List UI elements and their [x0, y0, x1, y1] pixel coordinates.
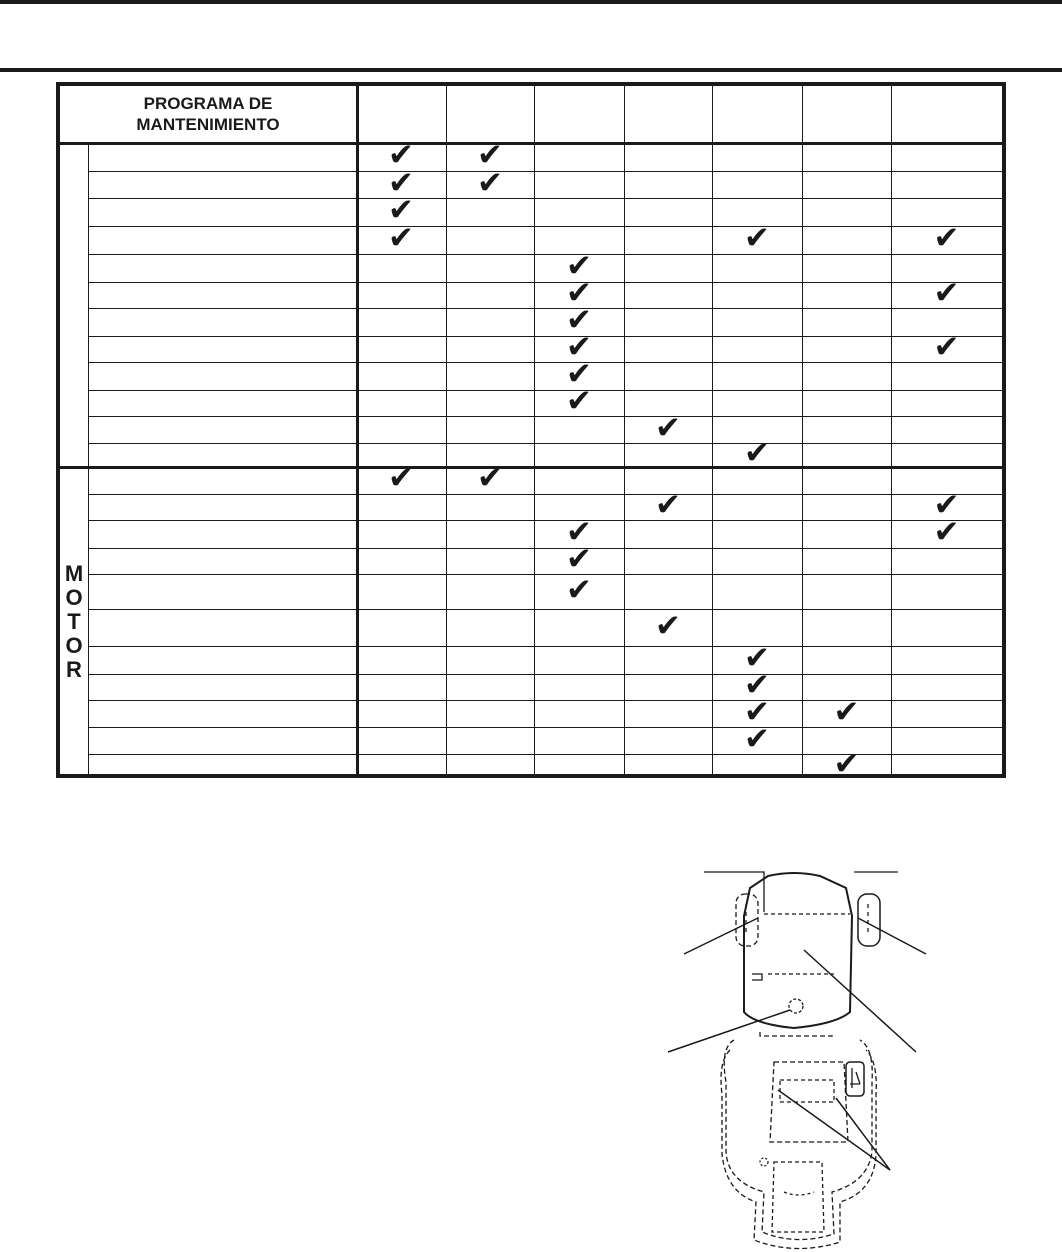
- interval-column-divider: [624, 86, 625, 778]
- check-mark: ✔: [566, 302, 592, 338]
- row-divider: [88, 336, 1002, 337]
- seat-cushion: [780, 1080, 834, 1102]
- callout-line-front-right: [858, 918, 926, 954]
- check-mark: ✔: [477, 164, 503, 201]
- check-mark: ✔: [566, 248, 592, 284]
- callout-line-seat-a: [778, 1090, 890, 1170]
- check-mark: ✔: [833, 746, 860, 782]
- top-rule: [0, 0, 1062, 4]
- check-mark: ✔: [744, 640, 770, 676]
- check-mark: ✔: [566, 275, 592, 311]
- check-mark: ✔: [388, 220, 414, 256]
- row-divider: [88, 520, 1002, 521]
- row-divider: [88, 548, 1002, 549]
- interval-column-divider: [712, 86, 713, 778]
- check-mark: ✔: [933, 329, 960, 365]
- check-mark: ✔: [744, 667, 770, 703]
- check-mark: ✔: [933, 220, 960, 256]
- rear-curve: [784, 1192, 814, 1195]
- hood: [744, 873, 852, 1028]
- check-mark: ✔: [566, 356, 592, 392]
- group-column-divider: [88, 142, 89, 778]
- row-divider: [88, 390, 1002, 391]
- hood-leader-left: [704, 872, 764, 912]
- row-divider: [88, 198, 1002, 199]
- hood-notch: [752, 974, 762, 980]
- body-outline: [724, 1032, 872, 1240]
- check-mark: ✔: [933, 487, 960, 523]
- row-divider: [88, 574, 1002, 575]
- schedule-title: PROGRAMA DE MANTENIMIENTO: [136, 94, 280, 134]
- tractor-diagram: [664, 862, 930, 1252]
- interval-column-divider: [534, 86, 535, 778]
- check-mark: ✔: [388, 192, 414, 228]
- check-mark: ✔: [833, 693, 860, 730]
- group-label-letter: M: [64, 561, 84, 586]
- check-mark: ✔: [744, 693, 770, 730]
- check-mark: ✔: [477, 460, 503, 496]
- callout-line-front-left: [684, 918, 758, 954]
- rear-bolt-icon: [760, 1158, 768, 1166]
- row-divider: [88, 282, 1002, 283]
- callout-line-hood: [804, 950, 916, 1052]
- interval-column-divider: [802, 86, 803, 778]
- row-divider: [88, 674, 1002, 675]
- lever-symbol: [850, 1068, 860, 1088]
- header-rule: [0, 68, 1062, 72]
- rear-section: [772, 1162, 824, 1232]
- check-mark: ✔: [655, 409, 681, 446]
- row-divider: [88, 494, 1002, 495]
- check-mark: ✔: [933, 514, 960, 550]
- row-divider: [88, 609, 1002, 610]
- interval-column-divider: [891, 86, 892, 778]
- row-divider: [88, 308, 1002, 309]
- group-label-letter: T: [67, 609, 81, 634]
- check-mark: ✔: [655, 487, 681, 523]
- check-mark: ✔: [744, 434, 770, 471]
- row-divider: [88, 171, 1002, 172]
- check-mark: ✔: [566, 329, 592, 365]
- callout-line-fuel: [668, 1010, 790, 1052]
- body-outline-outer: [721, 1050, 876, 1249]
- check-mark: ✔: [566, 383, 592, 419]
- row-divider: [88, 226, 1002, 227]
- fuel-cap-icon: [789, 999, 803, 1013]
- group-divider: [60, 466, 1002, 469]
- group-label-letter: R: [66, 657, 82, 682]
- callout-line-seat-b: [836, 1098, 890, 1170]
- lever-icon: [846, 1062, 864, 1096]
- task-column-divider: [356, 86, 359, 778]
- group-label-letter: O: [65, 585, 83, 610]
- header-divider: [60, 142, 1002, 145]
- check-mark: ✔: [933, 275, 960, 311]
- check-mark: ✔: [744, 720, 770, 757]
- check-mark: ✔: [655, 607, 681, 644]
- check-mark: ✔: [744, 220, 770, 256]
- check-mark: ✔: [388, 136, 414, 173]
- check-mark: ✔: [566, 541, 592, 577]
- group-label-letter: O: [65, 633, 83, 658]
- row-divider: [88, 362, 1002, 363]
- check-mark: ✔: [477, 136, 503, 173]
- group-label-motor: [60, 466, 88, 778]
- row-divider: [88, 416, 1002, 417]
- maintenance-schedule-table: [56, 82, 1006, 782]
- check-mark: ✔: [566, 514, 592, 550]
- check-mark: ✔: [388, 164, 414, 201]
- row-divider: [88, 727, 1002, 728]
- row-divider: [88, 646, 1002, 647]
- row-divider: [88, 443, 1002, 444]
- interval-column-divider: [446, 86, 447, 778]
- check-mark: ✔: [388, 460, 414, 496]
- row-divider: [88, 254, 1002, 255]
- check-mark: ✔: [566, 571, 592, 608]
